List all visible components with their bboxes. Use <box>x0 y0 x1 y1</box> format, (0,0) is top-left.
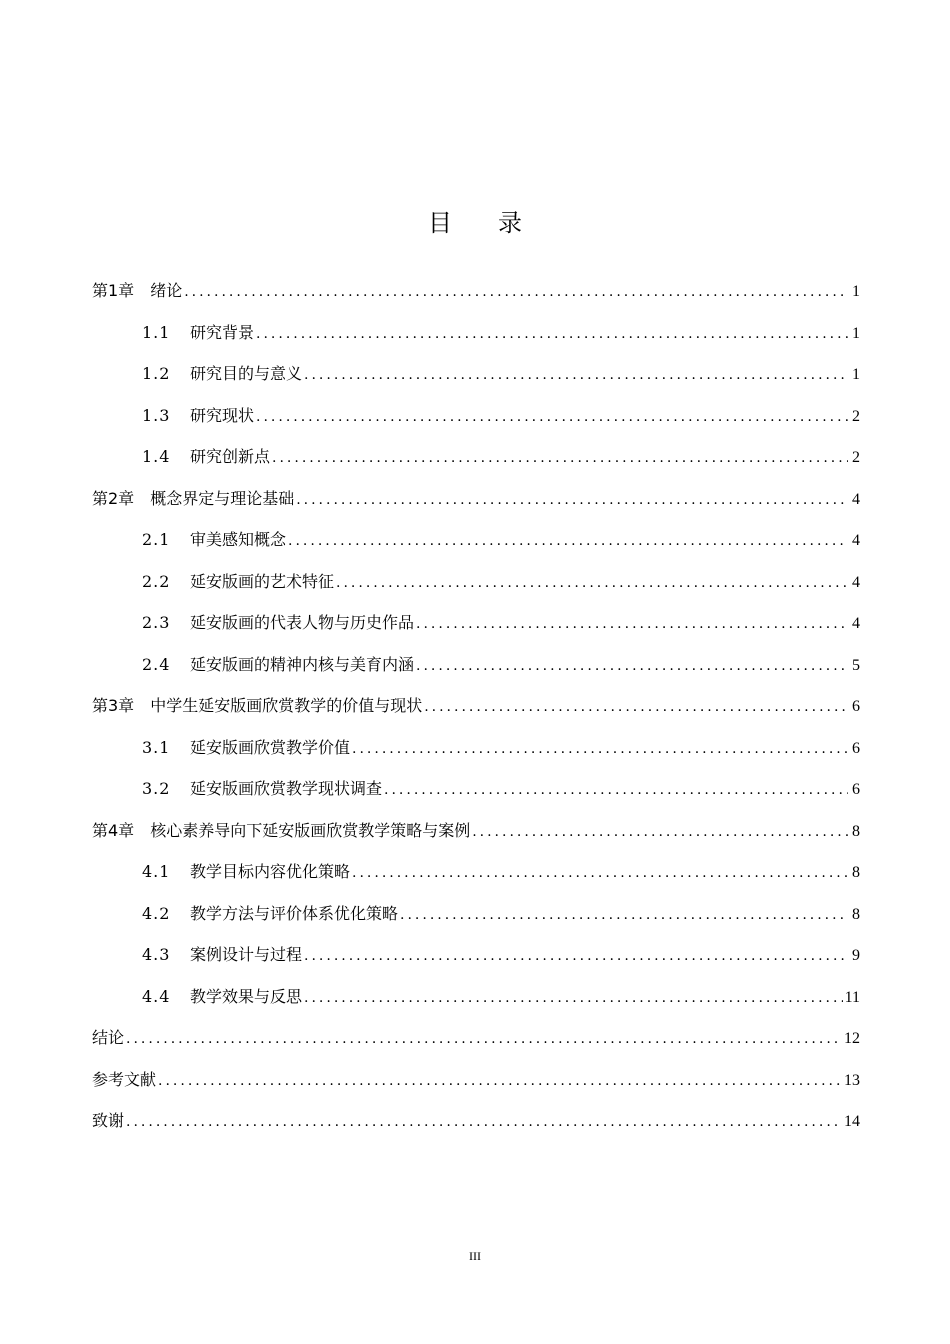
toc-entry-lead <box>142 893 398 935</box>
toc-entry-title: 延安版画的精神内核与美育内涵 <box>190 654 415 674</box>
toc-entry-page: 9 <box>852 947 860 964</box>
toc-entry-number: 第2章 <box>92 488 135 508</box>
toc-entry-lead <box>142 851 350 893</box>
toc-entry-page: 8 <box>852 864 860 881</box>
toc-entry-lead <box>142 395 254 437</box>
toc-dot-leader <box>400 895 848 937</box>
toc-dot-leader <box>384 770 848 812</box>
toc-entry-number: 第3章 <box>92 696 135 715</box>
toc-entry-page: 4 <box>852 532 860 549</box>
toc-entry-number: 1.3 <box>142 405 171 425</box>
toc-entry-title: 延安版画的艺术特征 <box>190 571 335 591</box>
toc-entry-page: 8 <box>852 822 860 840</box>
toc-section-entry[interactable] <box>92 602 860 644</box>
toc-entry-title: 延安版画欣赏教学价值 <box>190 737 351 757</box>
toc-entry-title: 参考文献 <box>92 1069 157 1089</box>
toc-dot-leader <box>158 1061 842 1103</box>
toc-entry-title: 研究背景 <box>190 322 255 342</box>
toc-entry-title: 结论 <box>92 1028 125 1047</box>
toc-entry-page: 2 <box>852 407 860 425</box>
toc-entry-lead <box>92 685 422 727</box>
toc-entry-number: 4.4 <box>142 986 171 1006</box>
toc-backmatter-entry[interactable] <box>92 1017 860 1059</box>
toc-dot-leader <box>352 729 848 771</box>
toc-dot-leader <box>126 1102 842 1144</box>
toc-entry-lead <box>92 478 294 520</box>
toc-entry-title: 概念界定与理论基础 <box>150 488 295 508</box>
toc-entry-number: 3.2 <box>142 779 171 798</box>
toc-entry-lead <box>142 768 382 810</box>
toc-dot-leader <box>288 521 848 563</box>
toc-entry-lead <box>142 436 270 478</box>
toc-entry-number: 第1章 <box>92 281 135 300</box>
toc-section-entry[interactable] <box>92 561 860 603</box>
toc-entry-title: 教学目标内容优化策略 <box>190 862 351 881</box>
toc-entry-title: 教学效果与反思 <box>190 986 303 1006</box>
toc-entry-number: 4.1 <box>142 862 171 881</box>
toc-dot-leader <box>304 936 848 978</box>
toc-entry-title: 教学方法与评价体系优化策略 <box>190 903 399 923</box>
toc-dot-leader <box>416 604 848 646</box>
toc-section-entry[interactable] <box>92 727 860 769</box>
toc-section-entry[interactable] <box>92 395 860 437</box>
toc-entry-lead <box>142 976 302 1018</box>
toc-entry-page: 2 <box>852 449 860 466</box>
toc-section-entry[interactable] <box>92 644 860 686</box>
toc-entry-lead <box>142 602 414 644</box>
toc-chapter-entry[interactable] <box>92 270 860 312</box>
toc-entry-page: 8 <box>852 905 860 923</box>
toc-section-entry[interactable] <box>92 976 860 1018</box>
toc-entry-title: 研究现状 <box>190 405 255 425</box>
toc-entry-lead <box>142 519 286 561</box>
toc-dot-leader <box>304 355 848 397</box>
toc-section-entry[interactable] <box>92 312 860 354</box>
toc-entry-number: 1.2 <box>142 364 171 383</box>
toc-entry-number: 4.2 <box>142 903 171 923</box>
toc-entry-page: 6 <box>852 739 860 757</box>
toc-entry-lead <box>92 270 182 312</box>
toc-entry-number: 2.3 <box>142 613 171 632</box>
toc-entry-lead <box>142 934 302 976</box>
toc-entry-lead <box>92 1059 156 1101</box>
toc-entry-page: 6 <box>852 698 860 715</box>
toc-entry-title: 研究创新点 <box>190 447 271 466</box>
toc-section-entry[interactable] <box>92 934 860 976</box>
toc-entry-title: 研究目的与意义 <box>190 364 303 383</box>
toc-section-entry[interactable] <box>92 768 860 810</box>
toc-entry-page: 13 <box>844 1071 860 1089</box>
toc-section-entry[interactable] <box>92 519 860 561</box>
toc-list <box>92 270 860 1142</box>
toc-entry-lead <box>92 810 470 852</box>
toc-title: 目录 <box>428 209 568 237</box>
toc-entry-title: 审美感知概念 <box>190 530 287 549</box>
toc-entry-number: 第4章 <box>92 820 135 840</box>
toc-entry-title: 延安版画的代表人物与历史作品 <box>190 613 415 632</box>
toc-dot-leader <box>304 978 843 1020</box>
toc-entry-page: 1 <box>852 366 860 383</box>
toc-entry-title: 致谢 <box>92 1111 125 1130</box>
toc-entry-number: 2.2 <box>142 571 171 591</box>
toc-dot-leader <box>256 314 848 356</box>
toc-dot-leader <box>424 687 848 729</box>
toc-entry-number: 4.3 <box>142 945 171 964</box>
toc-dot-leader <box>336 563 848 605</box>
toc-backmatter-entry[interactable] <box>92 1100 860 1142</box>
toc-entry-page: 11 <box>844 988 860 1006</box>
toc-entry-page: 6 <box>852 781 860 798</box>
toc-backmatter-entry[interactable] <box>92 1059 860 1101</box>
toc-entry-lead <box>142 353 302 395</box>
toc-entry-title: 绪论 <box>150 281 183 300</box>
toc-entry-page: 1 <box>852 283 860 300</box>
toc-entry-lead <box>92 1100 124 1142</box>
toc-chapter-entry[interactable] <box>92 478 860 520</box>
toc-dot-leader <box>416 646 848 688</box>
toc-entry-number: 1.1 <box>142 322 171 342</box>
toc-entry-lead <box>92 1017 124 1059</box>
toc-section-entry[interactable] <box>92 436 860 478</box>
toc-entry-page: 4 <box>852 490 860 508</box>
toc-dot-leader <box>184 272 848 314</box>
toc-entry-title: 案例设计与过程 <box>190 945 303 964</box>
toc-section-entry[interactable] <box>92 851 860 893</box>
toc-entry-title: 延安版画欣赏教学现状调查 <box>190 779 383 798</box>
toc-entry-page: 5 <box>852 656 860 674</box>
toc-dot-leader <box>256 397 848 439</box>
footer-page-number: III <box>469 1249 481 1263</box>
toc-dot-leader <box>126 1019 842 1061</box>
toc-entry-number: 1.4 <box>142 447 171 466</box>
toc-entry-title: 中学生延安版画欣赏教学的价值与现状 <box>150 696 423 715</box>
toc-entry-number: 2.4 <box>142 654 171 674</box>
toc-entry-page: 12 <box>844 1030 860 1047</box>
toc-section-entry[interactable] <box>92 893 860 935</box>
toc-dot-leader <box>272 438 848 480</box>
toc-chapter-entry[interactable] <box>92 685 860 727</box>
toc-entry-lead <box>142 727 350 769</box>
toc-entry-page: 1 <box>852 324 860 342</box>
toc-entry-number: 3.1 <box>142 737 171 757</box>
toc-section-entry[interactable] <box>92 353 860 395</box>
toc-entry-number: 2.1 <box>142 530 171 549</box>
toc-entry-lead <box>142 312 254 354</box>
toc-entry-title: 核心素养导向下延安版画欣赏教学策略与案例 <box>150 820 471 840</box>
toc-entry-lead <box>142 644 414 686</box>
toc-dot-leader <box>352 853 848 895</box>
toc-entry-page: 14 <box>844 1113 860 1130</box>
toc-dot-leader <box>296 480 848 522</box>
toc-entry-lead <box>142 561 334 603</box>
toc-chapter-entry[interactable] <box>92 810 860 852</box>
toc-dot-leader <box>472 812 848 854</box>
toc-entry-page: 4 <box>852 615 860 632</box>
toc-entry-page: 4 <box>852 573 860 591</box>
